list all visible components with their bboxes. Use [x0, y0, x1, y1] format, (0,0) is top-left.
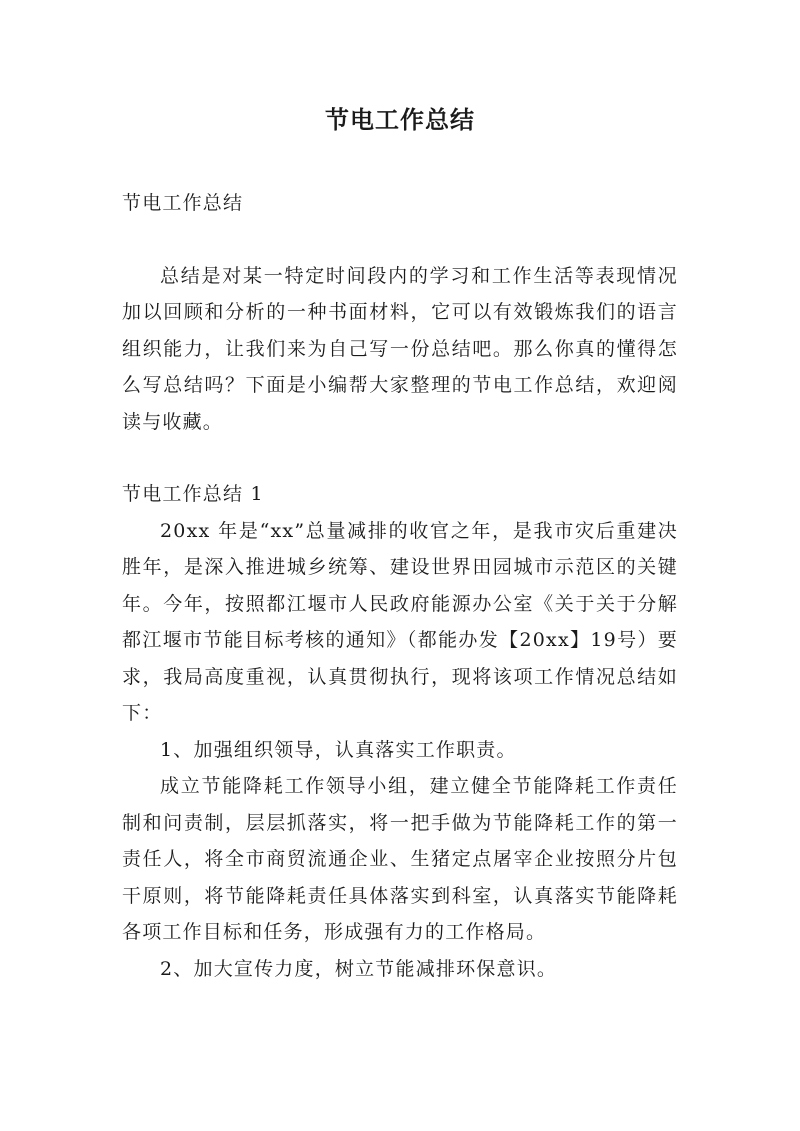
- intro-paragraph: 总结是对某一特定时间段内的学习和工作生活等表现情况加以回顾和分析的一种书面材料，它可以有效锻炼我们的语言组织能力，让我们来为自己写一份总结吧。那么你真的懂得怎么写总结吗？下面是小编帮大家整理的节电工作总结，欢迎阅读与收藏。: [122, 264, 678, 433]
- section-paragraph: 20xx 年是“xx”总量减排的收官之年，是我市灾后重建决胜年，是深入推进城乡统筹、建设世界田园城市示范区的关键年。今年，按照都江堰市人民政府能源办公室《关于关于分解都江堰市节能目标考核的通知》（都能办发【20xx】19号）要求，我局高度重视，认真贯彻执行，现将该项工作情况总结如下：: [122, 519, 678, 724]
- point-body-1: 成立节能降耗工作领导小组，建立健全节能降耗工作责任制和问责制，层层抓落实，将一把手做为节能降耗工作的第一责任人，将全市商贸流通企业、生猪定点屠宰企业按照分片包干原则，将节能降耗责任具体落实到科室，认真落实节能降耗各项工作目标和任务，形成强有力的工作格局。: [122, 775, 678, 943]
- section-heading: 节电工作总结 1: [122, 483, 264, 505]
- document-subtitle: 节电工作总结: [122, 192, 244, 214]
- document-body: [122, 185, 678, 987]
- point-heading-2: 2、加大宣传力度，树立节能减排环保意识。: [160, 957, 558, 980]
- point-heading-1: 1、加强组织领导，认真落实工作职责。: [160, 738, 517, 761]
- document-title: 节电工作总结: [325, 105, 475, 134]
